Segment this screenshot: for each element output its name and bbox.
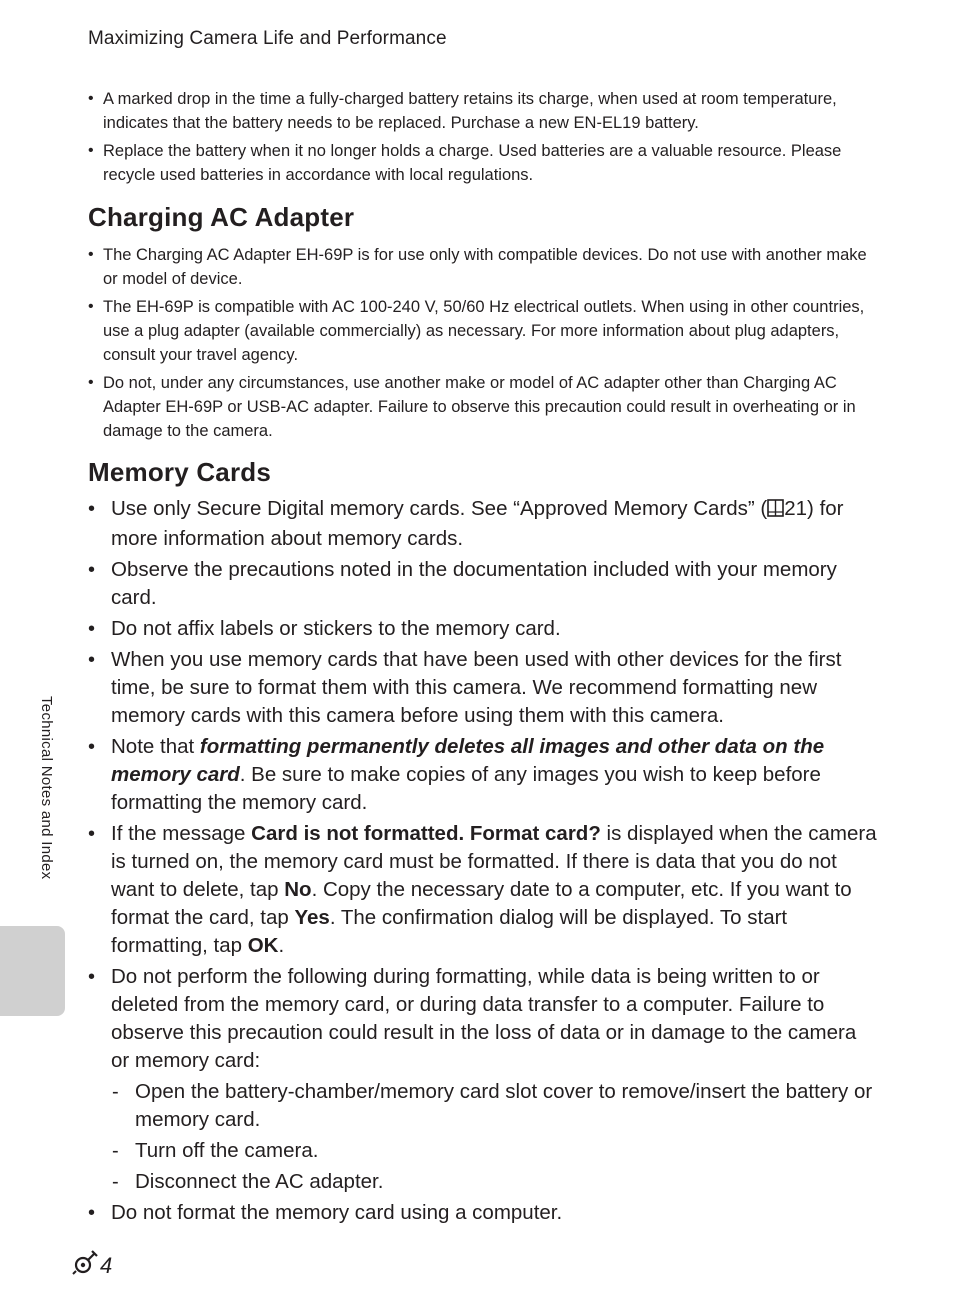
sub-list-item: - Open the battery-chamber/memory card slot cover to remove/insert the battery or memory card.: [111, 1078, 878, 1134]
book-reference-icon: [767, 497, 784, 525]
item-text: . Be sure to make copies of any images you wish to keep before formatting the memory card.: [111, 763, 821, 814]
yes-option: Yes: [294, 906, 330, 929]
reference-page: 21: [784, 497, 808, 520]
item-text: ) for more information about memory cards.: [111, 497, 844, 550]
charging-ac-adapter-list: [88, 243, 878, 447]
charging-ac-adapter-heading: Charging AC Adapter: [88, 202, 355, 232]
sub-list: [111, 1078, 878, 1196]
list-item: • A marked drop in the time a fully-charged battery retains its charge, when used at room temperature, indicates that the battery needs to be replaced. Purchase a new EN-EL19 battery.: [88, 87, 878, 135]
list-item: • Do not, under any circumstances, use another make or model of AC adapter other than Charging AC Adapter EH-69P or USB-AC adapter. Failure to observe this precaution could result in overheating or in damage to the camera.: [88, 371, 878, 443]
list-item: • When you use memory cards that have been used with other devices for the first time, be sure to format them with this camera. We recommend formatting new memory cards with this camera before using them with this camera.: [88, 646, 878, 730]
item-text: . The confirmation dialog will be displayed. To start formatting, tap: [111, 906, 788, 957]
battery-notes-list: [88, 87, 878, 191]
sub-list-item: - Turn off the camera.: [111, 1137, 878, 1165]
list-item: • Observe the precautions noted in the documentation included with your memory card.: [88, 556, 878, 612]
message-text: Card is not formatted. Format card?: [251, 822, 601, 845]
item-text: Use only Secure Digital memory cards. See “Approved Memory Cards” (: [111, 497, 768, 520]
running-head: Maximizing Camera Life and Performance: [88, 28, 447, 49]
list-item: [88, 820, 878, 960]
ok-option: OK: [247, 934, 279, 957]
formatting-warning: formatting permanently deletes all images and other data on the memory card: [111, 735, 825, 786]
item-text: . Copy the necessary date to a computer, etc. If you want to format the card, tap: [111, 878, 852, 929]
memory-cards-list: [88, 495, 878, 1230]
item-text: If the message: [111, 822, 252, 845]
list-item: • The Charging AC Adapter EH-69P is for use only with compatible devices. Do not use with another make or model of device.: [88, 243, 878, 291]
section-tab: [0, 926, 65, 1016]
item-text: Do not perform the following during formatting, while data is being written to or deleted from the memory card, or during data transfer to a computer. Failure to observe this precaution could result in the loss of data or in damage to the camera or memory card:: [111, 965, 857, 1072]
technical-notes-section-icon: [72, 1250, 100, 1282]
list-item: • Do not affix labels or stickers to the memory card.: [88, 615, 878, 643]
item-text: is displayed when the camera is turned on, the memory card must be formatted. If there is data that you do not want to delete, tap: [111, 822, 877, 901]
list-item: • Do not format the memory card using a computer.: [88, 1199, 878, 1227]
page-number: [72, 1250, 112, 1282]
no-option: No: [284, 878, 312, 901]
sub-list-item: - Disconnect the AC adapter.: [111, 1168, 878, 1196]
list-item: [88, 495, 878, 553]
list-item: [88, 963, 878, 1196]
side-tab-label: Technical Notes and Index: [38, 696, 55, 880]
list-item: • Replace the battery when it no longer holds a charge. Used batteries are a valuable resource. Please recycle used batteries in accordance with local regulations.: [88, 139, 878, 187]
page-number-value: 4: [100, 1253, 113, 1278]
item-text: .: [278, 934, 285, 957]
list-item: • The EH-69P is compatible with AC 100-240 V, 50/60 Hz electrical outlets. When using in other countries, use a plug adapter (available commercially) as necessary. For more information about plug adapters, consult your travel agency.: [88, 295, 878, 367]
list-item: [88, 733, 878, 817]
item-text: Note that: [111, 735, 200, 758]
memory-cards-heading: Memory Cards: [88, 457, 272, 487]
